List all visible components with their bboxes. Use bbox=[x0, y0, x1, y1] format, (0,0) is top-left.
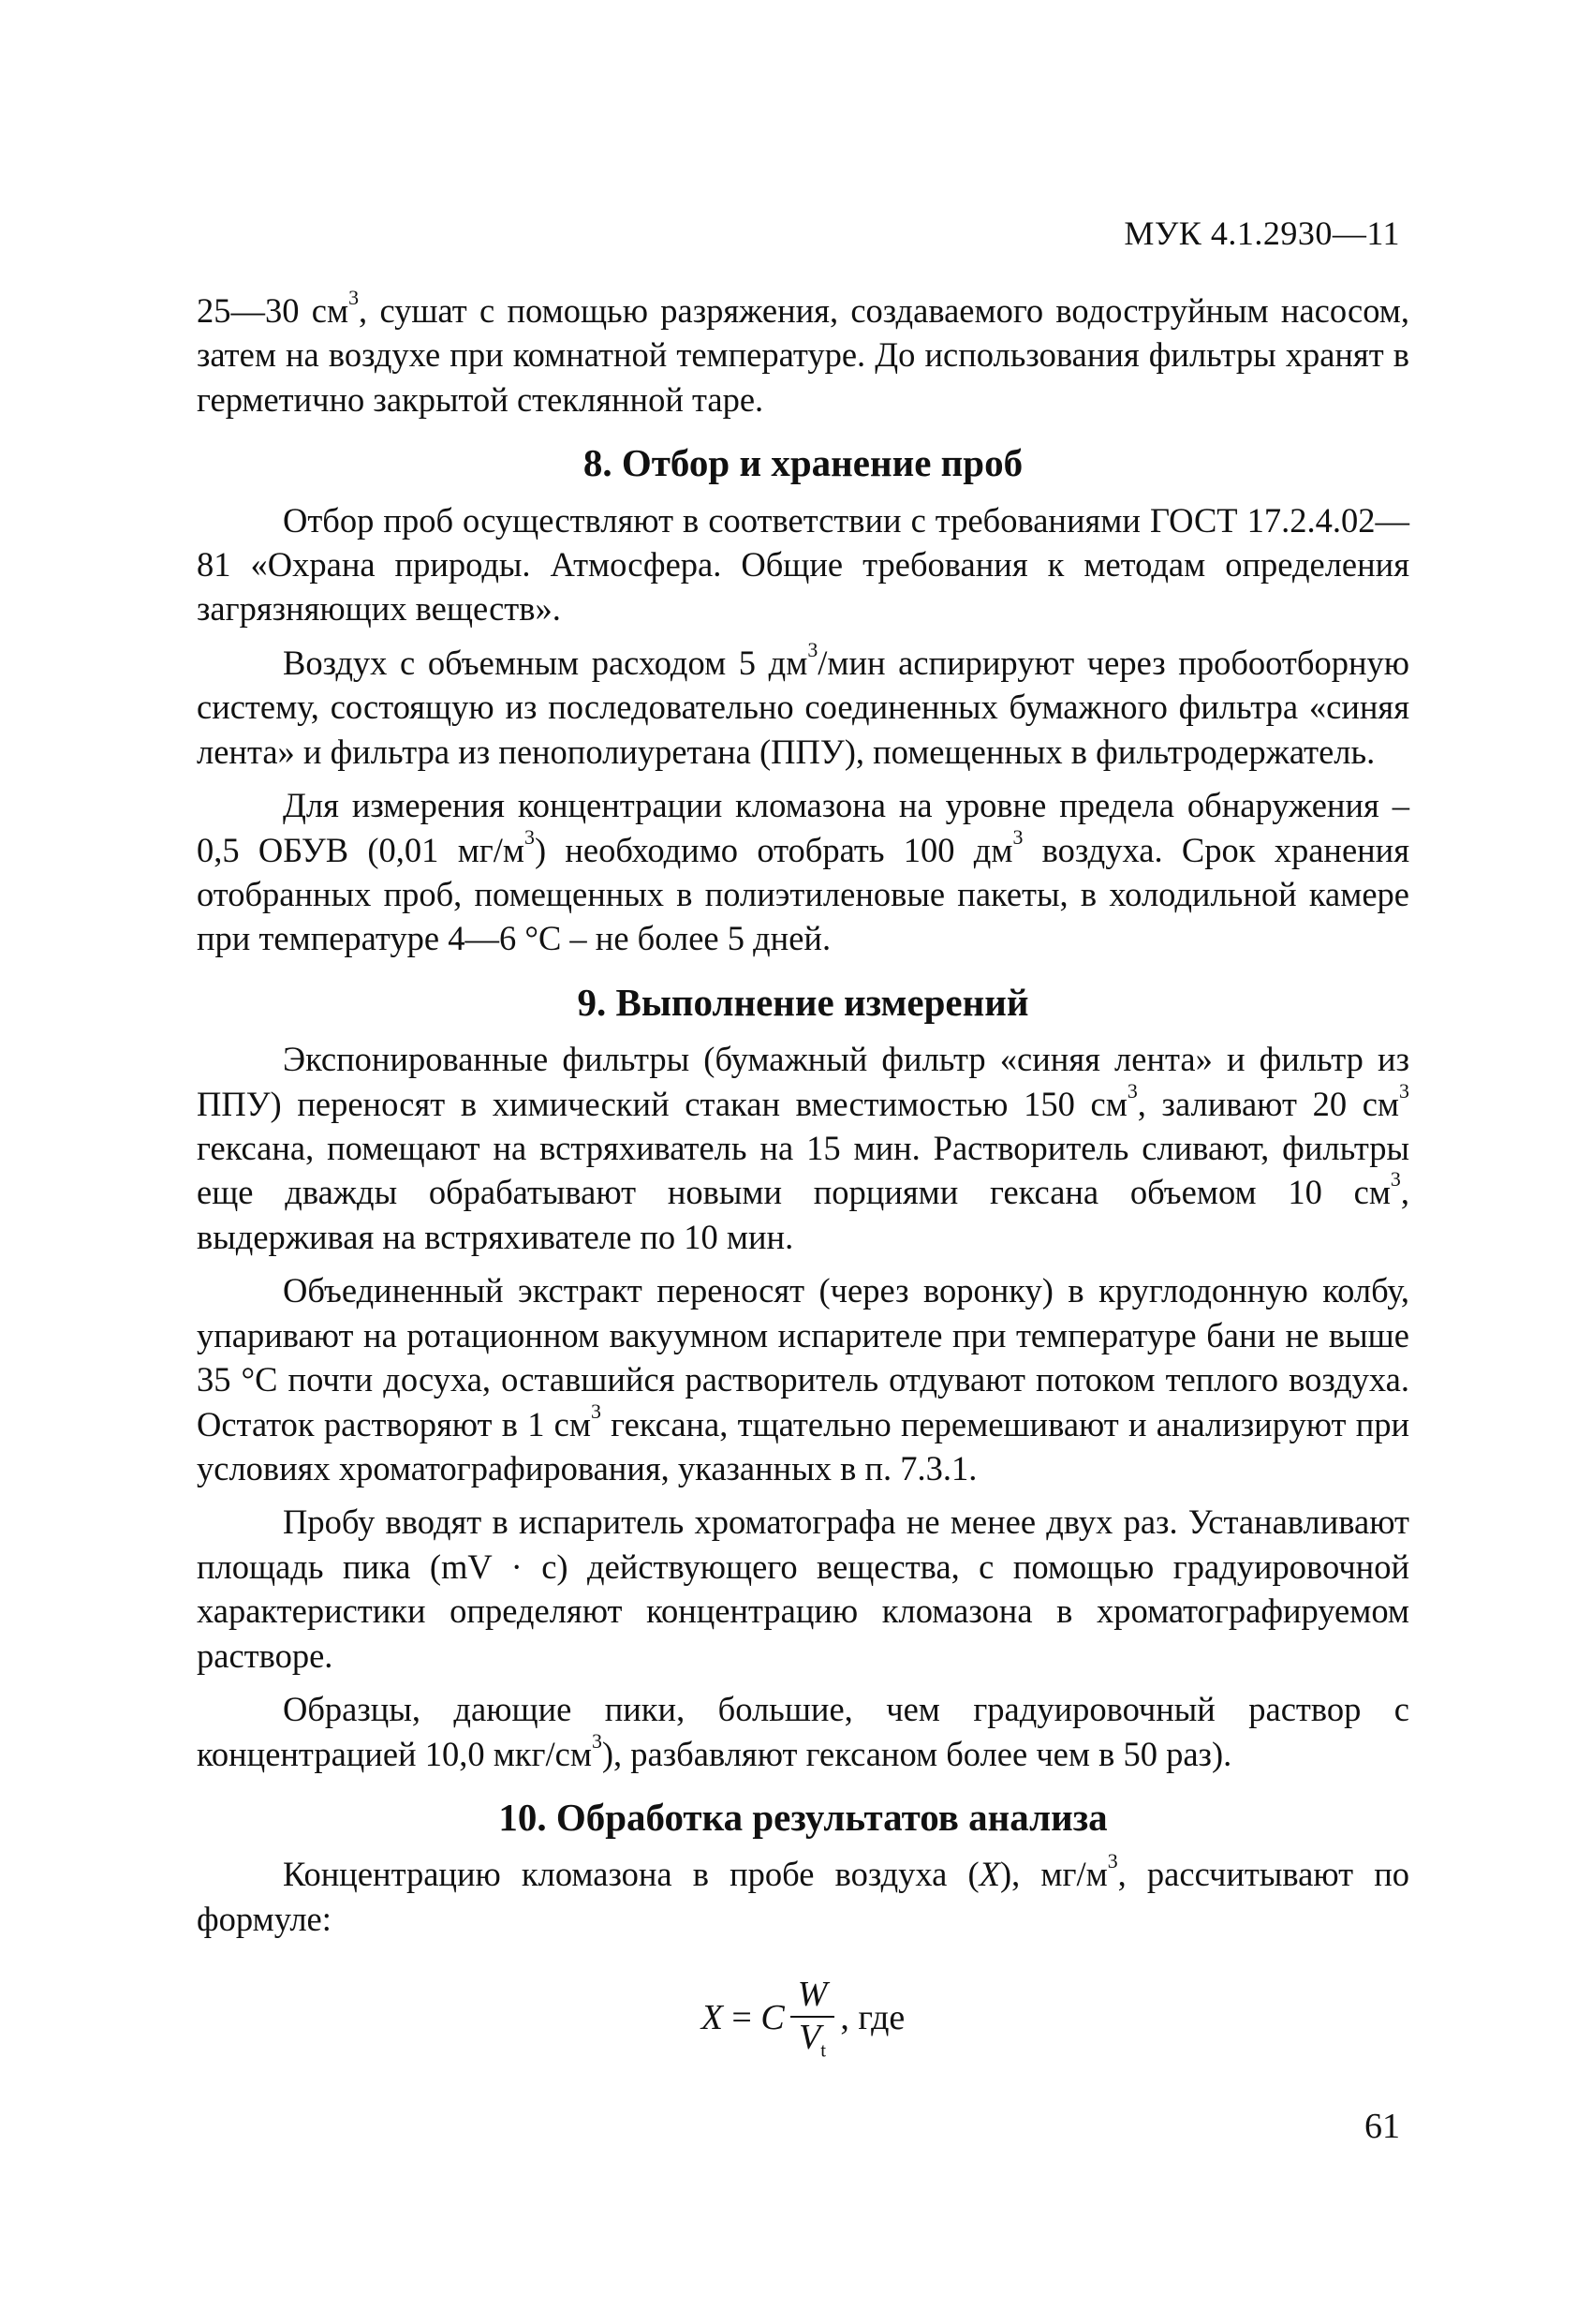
formula-equals: = bbox=[722, 1997, 761, 2037]
section-8-paragraph-1: Отбор проб осуществляют в соответствии с требованиями ГОСТ 17.2.4.02—81 «Охрана природы. Атмосфера. Общие требования к методам определения загрязняющих веществ». bbox=[197, 500, 1409, 629]
section-9-paragraph-3: Пробу вводят в испаритель хроматографа не менее двух раз. Устанавливают площадь пика (mV · с) действующего вещества, с помощью градуировочной характеристики определяют концентрацию кломазона в хроматографируемом растворе. bbox=[197, 1502, 1409, 1675]
formula-lhs: X bbox=[700, 1997, 723, 2037]
concentration-formula bbox=[197, 1975, 1409, 2061]
section-9-paragraph-1: Экспонированные фильтры (бумажный фильтр «синяя лента» и фильтр из ППУ) переносят в химический стакан вместимостью 150 $см^3$, заливают 20 $см^3$ гексана, помещают на встряхиватель на 15 мин. Растворитель сливают, фильтры еще дважды обрабатывают новыми порциями гексана объемом 10 $см^3$, выдерживая на встряхивателе по 10 мин. bbox=[197, 1040, 1409, 1256]
intro-paragraph: 25—30 $см^3$, сушат с помощью разряжения, создаваемого водоструйным насосом, затем на воздухе при комнатной температуре. До использования фильтры хранят в герметично закрытой стеклянной таре. bbox=[197, 286, 1409, 419]
formula-c: C bbox=[760, 1997, 785, 2037]
document-code-header: МУК 4.1.2930—11 bbox=[1124, 215, 1400, 252]
section-10-title: 10. Обработка результатов анализа bbox=[498, 1796, 1108, 1840]
formula-suffix: , где bbox=[840, 1997, 906, 2037]
page-content bbox=[197, 286, 1410, 2062]
formula-numerator: W bbox=[790, 1975, 835, 2018]
section-9-paragraph-2: Объединенный экстракт переносят (через воронку) в круглодонную колбу, упаривают на ротационном вакуумном испарителе при температуре бани не выше 35 °С почти досуха, оставшийся растворитель отдувают потоком теплого воздуха. Остаток растворяют в 1 $см^3$ гексана, тщательно перемешивают и анализируют при условиях хроматографирования, указанных в п. 7.3.1. bbox=[197, 1271, 1410, 1488]
section-8-paragraph-2: Воздух с объемным расходом 5 $дм^3$/мин аспирируют через пробоотборную систему, состоящую из последовательно соединенных бумажного фильтра «синяя лента» и фильтра из пенополиуретана (ППУ), помещенных в фильтродержатель. bbox=[197, 637, 1409, 771]
page-number: 61 bbox=[1364, 2107, 1400, 2146]
section-8-paragraph-3: Для измерения концентрации кломазона на уровне предела обнаружения – 0,5 ОБУВ (0,01 $мг/м^3$) необходимо отобрать 100 $дм^3$ воздуха. Срок хранения отобранных проб, помещенных в полиэтиленовые пакеты, в холодильной камере при температуре 4—6 °С – не более 5 дней. bbox=[197, 786, 1409, 958]
section-8-title: 8. Отбор и хранение проб bbox=[582, 441, 1024, 485]
section-10-paragraph-1: Концентрацию кломазона в пробе воздуха (X), $мг/м^3$, рассчитывают по формуле: bbox=[197, 1849, 1410, 1938]
formula-fraction bbox=[790, 1975, 835, 2061]
section-9-paragraph-4: Образцы, дающие пики, большие, чем градуировочный раствор с концентрацией 10,0 мкг/$см^3$), разбавляют гексаном более чем в 50 раз). bbox=[197, 1690, 1409, 1773]
formula-denominator: $V_t$ bbox=[799, 2017, 827, 2062]
section-9-title: 9. Выполнение измерений bbox=[577, 980, 1029, 1024]
